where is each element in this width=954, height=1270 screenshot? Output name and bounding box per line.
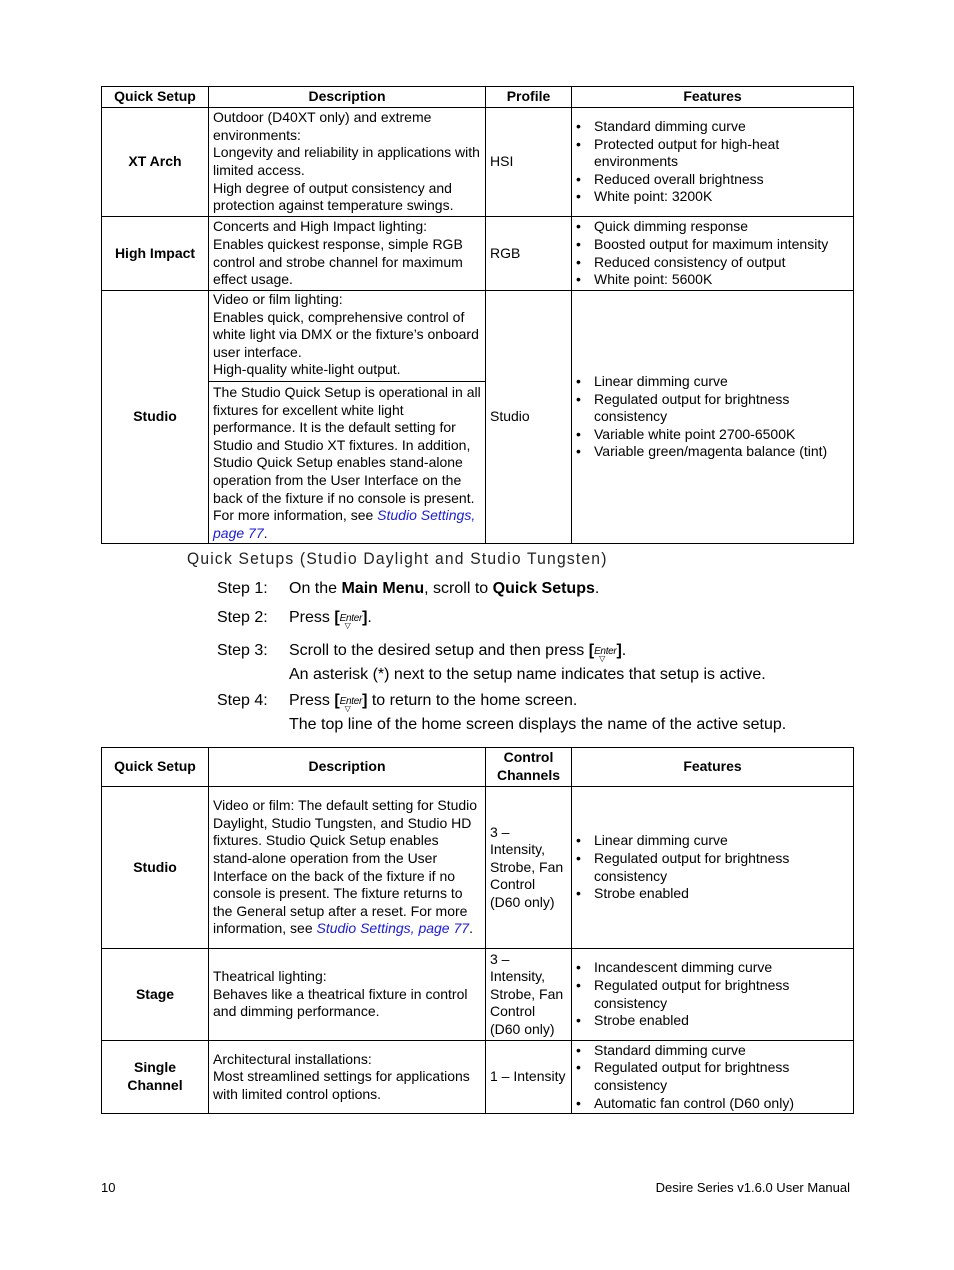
setup-features xyxy=(572,291,854,544)
setup-name: Stage xyxy=(102,949,209,1041)
table-row-studio xyxy=(102,291,854,544)
description-note-text: The Studio Quick Setup is operational in all fixtures for excellent white light performance. It is the default setting for Studio and Studio XT fixtures. In addition, Studio Quick Setup enables stand-alone operation from the User Interface on the back of the fixture if no console is present. For more information, see xyxy=(213,383,481,524)
section-heading: Quick Setups (Studio Daylight and Studio Tungsten) xyxy=(187,549,608,568)
header-quick-setup: Quick Setup xyxy=(102,87,209,108)
feature-item: • Regulated output for brightness consistency xyxy=(576,391,849,426)
studio-settings-link[interactable]: Studio Settings, page 77 xyxy=(316,920,470,937)
table-row-stage xyxy=(102,949,854,1041)
setup-name: Studio xyxy=(102,787,209,949)
step-text: Press [Enter ▽] to return to the home screen. The top line of the home screen displays the name of the active setup. xyxy=(289,690,849,736)
feature-item: • Reduced overall brightness xyxy=(576,171,849,189)
step-text: Scroll to the desired setup and then press [Enter ▽]. An asterisk (*) next to the setup name indicates that setup is active. xyxy=(289,640,849,686)
setup-name: Single Channel xyxy=(102,1041,209,1114)
feature-item: • Boosted output for maximum intensity xyxy=(576,236,849,254)
description-line: High-quality white-light output. xyxy=(213,361,401,378)
setup-name: Studio xyxy=(102,291,209,544)
header-description: Description xyxy=(209,87,486,108)
description-text: Video or film: The default setting for Studio Daylight, Studio Tungsten, and Studio HD fixtures. Studio Quick Setup enables stand-alone operation from the User Interface on the back of the fixture if no console is present. The fixture returns to the General setup after a reset. For more information, see xyxy=(213,797,478,937)
feature-item: • Regulated output for brightness consistency xyxy=(576,1059,849,1094)
setup-channels: 1 – Intensity xyxy=(486,1041,572,1114)
setup-description xyxy=(209,108,486,217)
description-line: Theatrical lighting: xyxy=(213,968,327,985)
feature-item: • Variable white point 2700-6500K xyxy=(576,426,849,444)
setup-description xyxy=(209,949,486,1041)
setup-description xyxy=(209,291,486,544)
setup-features xyxy=(572,108,854,217)
description-line: Behaves like a theatrical fixture in control and dimming performance. xyxy=(213,985,468,1020)
description-note: The Studio Quick Setup is operational in all fixtures for excellent white light performance. It is the default setting for Studio and Studio XT fixtures. In addition, Studio Quick Setup enables stand-alone operation from the User Interface on the back of the fixture if no console is present. For more information, see Studio Settings, page 77. xyxy=(209,381,485,542)
enter-key-icon: Enter ▽ xyxy=(340,608,362,630)
header-control-channels: Control Channels xyxy=(486,748,572,787)
description-line: Video or film lighting: xyxy=(213,291,343,307)
setup-channels: 3 – Intensity, Strobe, Fan Control (D60 only) xyxy=(486,787,572,949)
setup-profile: HSI xyxy=(486,108,572,217)
header-description: Description xyxy=(209,748,486,787)
description-line: High degree of output consistency and protection against temperature swings. xyxy=(213,179,454,214)
step-label: Step 4: xyxy=(217,692,268,709)
header-features: Features xyxy=(572,87,854,108)
setup-name: XT Arch xyxy=(102,108,209,217)
setup-features xyxy=(572,949,854,1041)
feature-item: • Standard dimming curve xyxy=(576,1042,849,1060)
description-line: Enables quickest response, simple RGB control and strobe channel for maximum effect usage. xyxy=(213,235,463,288)
feature-item: • Regulated output for brightness consistency xyxy=(576,977,849,1012)
step-label: Step 1: xyxy=(217,580,268,597)
setup-features xyxy=(572,1041,854,1114)
quick-setup-table-1 xyxy=(101,86,854,544)
setup-profile: RGB xyxy=(486,217,572,291)
feature-item: • Quick dimming response xyxy=(576,218,849,236)
enter-key-icon: Enter ▽ xyxy=(340,691,362,713)
feature-item: • Protected output for high-heat environments xyxy=(576,136,849,171)
feature-item: • Standard dimming curve xyxy=(576,118,849,136)
table-row-xt-arch xyxy=(102,108,854,217)
setup-features xyxy=(572,217,854,291)
header-features: Features xyxy=(572,748,854,787)
studio-settings-link[interactable]: Studio Settings, page 77 xyxy=(213,507,476,541)
feature-item: • Incandescent dimming curve xyxy=(576,959,849,977)
header-profile: Profile xyxy=(486,87,572,108)
setup-description: Video or film: The default setting for Studio Daylight, Studio Tungsten, and Studio HD fixtures. Studio Quick Setup enables stand-alone operation from the User Interface on the back of the fixture if no console is present. The fixture returns to the General setup after a reset. For more information, see Studio Settings, page 77. xyxy=(209,787,486,949)
table-row-single-channel xyxy=(102,1041,854,1114)
quick-setup-table-2 xyxy=(101,747,854,1114)
setup-channels: 3 – Intensity, Strobe, Fan Control (D60 only) xyxy=(486,949,572,1041)
description-line: Enables quick, comprehensive control of white light via DMX or the fixture’s onboard user interface. xyxy=(213,308,479,360)
setup-features xyxy=(572,787,854,949)
table-header-row xyxy=(102,87,854,108)
feature-item: • White point: 5600K xyxy=(576,271,849,289)
feature-item: • Linear dimming curve xyxy=(576,832,849,850)
description-line: Concerts and High Impact lighting: xyxy=(213,218,427,235)
header-quick-setup: Quick Setup xyxy=(102,748,209,787)
feature-item: • Variable green/magenta balance (tint) xyxy=(576,443,849,461)
feature-item: • Linear dimming curve xyxy=(576,373,849,391)
setup-name: High Impact xyxy=(102,217,209,291)
table-header-row xyxy=(102,748,854,787)
description-line: Most streamlined settings for applications with limited control options. xyxy=(213,1068,470,1102)
page-number: 10 xyxy=(101,1180,116,1195)
feature-item: • White point: 3200K xyxy=(576,188,849,206)
step-label: Step 3: xyxy=(217,642,268,659)
step-text: On the Main Menu, scroll to Quick Setups. xyxy=(289,580,600,597)
step-text: Press [Enter ▽]. xyxy=(289,607,849,631)
table-row-high-impact xyxy=(102,217,854,291)
description-line: Outdoor (D40XT only) and extreme environments: xyxy=(213,109,432,143)
document-title: Desire Series v1.6.0 User Manual xyxy=(655,1180,850,1195)
feature-item: • Reduced consistency of output xyxy=(576,254,849,272)
setup-profile: Studio xyxy=(486,291,572,544)
description-line: Longevity and reliability in applications with limited access. xyxy=(213,144,480,178)
description-line: Architectural installations: xyxy=(213,1050,372,1067)
table-row-studio xyxy=(102,787,854,949)
feature-item: • Strobe enabled xyxy=(576,1012,849,1030)
step-label: Step 2: xyxy=(217,609,268,626)
feature-item: • Strobe enabled xyxy=(576,885,849,903)
feature-item: • Automatic fan control (D60 only) xyxy=(576,1095,849,1113)
setup-description xyxy=(209,1041,486,1114)
feature-item: • Regulated output for brightness consistency xyxy=(576,850,849,885)
enter-key-icon: Enter ▽ xyxy=(594,641,616,663)
setup-description xyxy=(209,217,486,291)
